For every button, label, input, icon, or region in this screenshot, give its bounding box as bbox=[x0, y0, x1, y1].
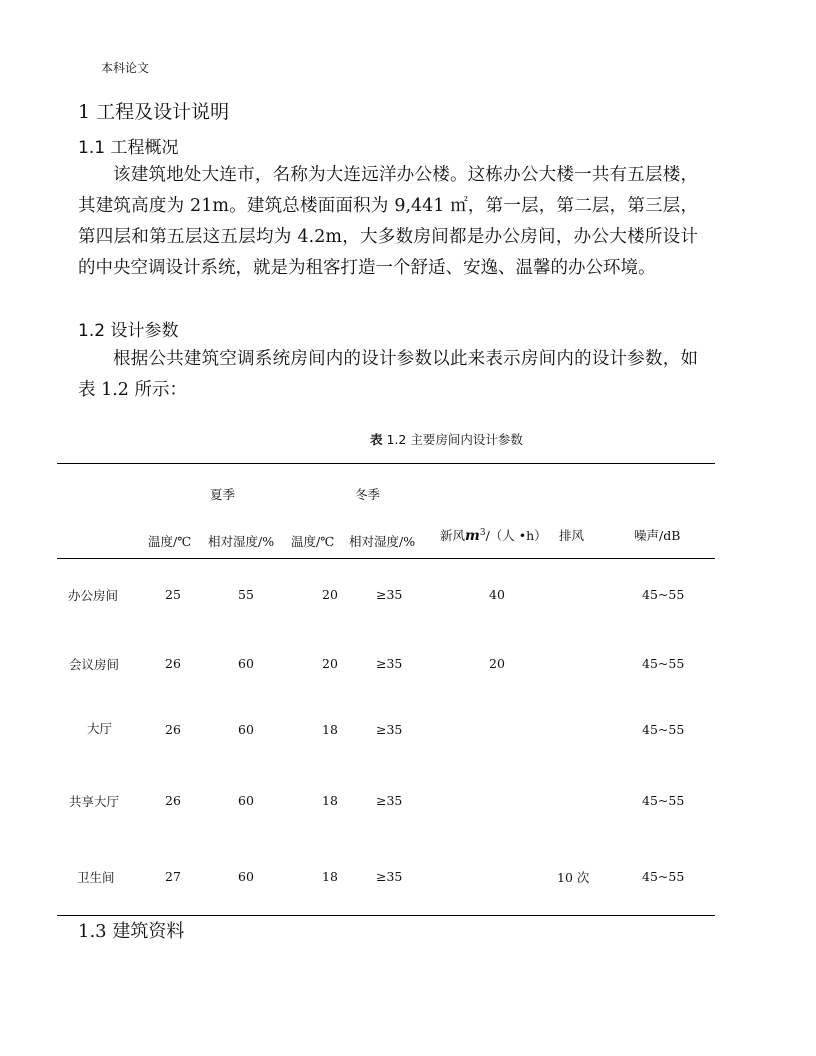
row-1-winter-humidity: ≥35 bbox=[376, 587, 403, 602]
table-caption bbox=[370, 430, 523, 448]
row-3-winter-humidity: ≥35 bbox=[376, 722, 403, 737]
header-winter-humidity: 相对湿度/% bbox=[349, 534, 416, 549]
row-4-noise: 45~55 bbox=[642, 793, 685, 808]
header-fresh-air-label: 新风 bbox=[440, 528, 466, 543]
paragraph-line: 数，如表 1.2 所示： bbox=[78, 349, 698, 400]
header-winter: 冬季 bbox=[355, 487, 381, 502]
row-4-summer-humidity: 60 bbox=[238, 793, 254, 808]
row-2-fresh-air: 20 bbox=[489, 656, 505, 671]
row-5-summer-temperature: 27 bbox=[165, 869, 181, 884]
section-1-1-heading: 1.1 工程概况 bbox=[78, 138, 179, 158]
row-2-name: 会议房间 bbox=[69, 657, 120, 672]
row-3-summer-humidity: 60 bbox=[238, 722, 254, 737]
header-fresh-air-unit: m bbox=[465, 528, 480, 544]
page-header-label: 本科论文 bbox=[101, 61, 150, 75]
row-4-winter-temperature: 18 bbox=[322, 793, 338, 808]
row-2-summer-humidity: 60 bbox=[238, 656, 254, 671]
row-1-noise: 45~55 bbox=[642, 587, 685, 602]
table-caption-label: 表 bbox=[370, 432, 383, 447]
header-fresh-air bbox=[440, 526, 547, 544]
table-caption-text: 1.2 主要房间内设计参数 bbox=[382, 432, 523, 447]
paragraph-line: 三层，第四层和第五层这五层均为 4.2m，大多数房间都是办公房间，办公大 bbox=[78, 196, 699, 247]
row-5-noise: 45~55 bbox=[642, 869, 685, 884]
row-5-exhaust: 10 次 bbox=[557, 870, 590, 885]
header-fresh-air-unit-rest: /（人 •h） bbox=[485, 528, 547, 543]
row-5-winter-temperature: 18 bbox=[322, 869, 338, 884]
row-3-noise: 45~55 bbox=[642, 722, 685, 737]
table-top-rule bbox=[57, 463, 715, 464]
row-4-winter-humidity: ≥35 bbox=[376, 793, 403, 808]
row-1-winter-temperature: 20 bbox=[322, 587, 338, 602]
section-1-heading: 1 工程及设计说明 bbox=[78, 101, 230, 123]
row-2-summer-temperature: 26 bbox=[165, 656, 181, 671]
row-3-name: 大厅 bbox=[87, 721, 113, 736]
row-2-noise: 45~55 bbox=[642, 656, 685, 671]
header-winter-temperature: 温度/℃ bbox=[291, 534, 335, 549]
row-4-name: 共享大厅 bbox=[69, 794, 120, 809]
row-1-fresh-air: 40 bbox=[489, 587, 505, 602]
row-2-winter-temperature: 20 bbox=[322, 656, 338, 671]
paragraph-line: 楼所设计的中央空调设计系统，就是为租客打造一个舒适、安逸、温馨的办 bbox=[78, 227, 698, 278]
row-1-summer-temperature: 25 bbox=[165, 587, 181, 602]
row-5-winter-humidity: ≥35 bbox=[376, 869, 403, 884]
row-4-summer-temperature: 26 bbox=[165, 793, 181, 808]
table-header-rule bbox=[57, 558, 715, 559]
header-summer-humidity: 相对湿度/% bbox=[208, 534, 275, 549]
table-bottom-rule bbox=[57, 915, 715, 916]
paragraph-line: 根据公共建筑空调系统房间内的设计参数以此来表示房间内的设计参 bbox=[113, 349, 646, 369]
paragraph-line: 该建筑地处大连市，名称为大连远洋办公楼。这栋办公大楼一共有五层 bbox=[113, 165, 663, 185]
paragraph-line: 楼，其建筑高度为 21m。建筑总楼面面积为 9,441 ㎡，第一层，第二层，第 bbox=[78, 165, 698, 216]
row-2-winter-humidity: ≥35 bbox=[376, 656, 403, 671]
row-3-summer-temperature: 26 bbox=[165, 722, 181, 737]
header-summer: 夏季 bbox=[210, 487, 236, 502]
row-5-name: 卫生间 bbox=[77, 870, 115, 885]
row-3-winter-temperature: 18 bbox=[322, 722, 338, 737]
section-1-3-heading: 1.3 建筑资料 bbox=[78, 921, 185, 942]
paragraph-line: 公环境。 bbox=[585, 258, 656, 278]
header-noise: 噪声/dB bbox=[634, 528, 681, 543]
row-1-name: 办公房间 bbox=[68, 588, 119, 603]
header-fresh-air-exponent: 3 bbox=[479, 527, 486, 538]
header-exhaust: 排风 bbox=[559, 528, 585, 543]
header-summer-temperature: 温度/℃ bbox=[148, 534, 192, 549]
row-1-summer-humidity: 55 bbox=[238, 587, 254, 602]
row-5-summer-humidity: 60 bbox=[238, 869, 254, 884]
section-1-1-paragraph bbox=[78, 160, 698, 284]
section-1-2-paragraph bbox=[78, 344, 698, 406]
section-1-2-heading: 1.2 设计参数 bbox=[78, 321, 179, 341]
